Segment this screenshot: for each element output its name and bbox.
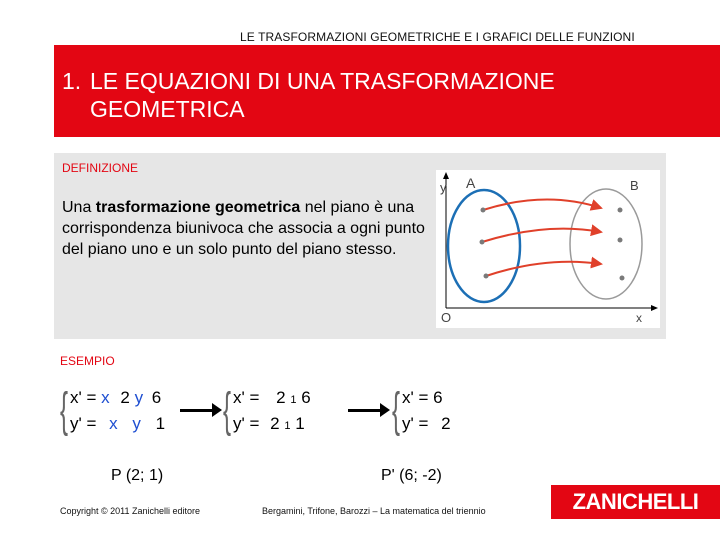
s2r2-a: 2 — [270, 414, 280, 433]
point-b3 — [620, 276, 625, 281]
system-2-row-1 — [233, 385, 311, 411]
s1r1-b: y — [134, 388, 144, 407]
s3r2-eq: = — [413, 414, 434, 433]
s1r1-a: x — [101, 388, 110, 407]
system-2-row-2 — [233, 411, 311, 437]
origin-label: O — [441, 310, 452, 325]
point-p-prime-label: P' (6; -2) — [381, 467, 442, 484]
point-a3 — [484, 274, 489, 279]
s2r1-op: 1 — [290, 394, 297, 406]
s2r2-op: 1 — [284, 420, 291, 432]
mapping-arrow-3 — [486, 262, 601, 276]
diagram-svg — [436, 170, 660, 328]
system-2 — [223, 384, 311, 437]
s2r2-eq: = — [244, 414, 265, 433]
system-2-brace: { — [223, 384, 232, 437]
arrow-1-icon — [180, 409, 214, 412]
footer-authors: Bergamini, Trifone, Barozzi – La matematica del triennio — [262, 506, 486, 516]
title-bar — [54, 45, 720, 137]
definition-term: trasformazione geometrica — [95, 199, 301, 216]
set-b-ellipse — [570, 189, 642, 299]
zanichelli-logo: ZANICHELLI — [551, 485, 720, 519]
footer-copyright: Copyright © 2011 Zanichelli editore — [60, 506, 201, 516]
s1r2-eq: = — [81, 414, 102, 433]
s2r1-b: 6 — [301, 388, 311, 407]
title-line-1: LE EQUAZIONI DI UNA TRASFORMAZIONE — [90, 68, 555, 94]
arrow-2-icon — [348, 409, 382, 412]
point-a2 — [480, 240, 485, 245]
s1r2-lhs: y' — [70, 414, 82, 433]
slide-header: LE TRASFORMAZIONI GEOMETRICHE E I GRAFICI DELLE FUNZIONI — [240, 30, 635, 44]
s3r1-val: 6 — [433, 388, 443, 407]
point-p-label: P (2; 1) — [111, 467, 164, 484]
s1r1-op2: 6 — [151, 388, 162, 407]
s2r1-a: 2 — [276, 388, 286, 407]
s2r2-b: 1 — [295, 414, 305, 433]
title-line-2: GEOMETRICA — [90, 96, 245, 122]
system-3-row-2 — [402, 411, 451, 437]
point-b2 — [618, 238, 623, 243]
s2r2-lhs: y' — [233, 414, 245, 433]
definition-text-before: Una — [62, 199, 96, 216]
point-b1 — [618, 208, 623, 213]
s3r2-val: 2 — [441, 414, 451, 433]
x-axis-arrow-icon — [651, 305, 658, 311]
s1r1-eq: = — [81, 388, 102, 407]
s1r1-op1: 2 — [120, 388, 130, 407]
system-3 — [392, 384, 451, 437]
definition-text-after: nel piano è una corrispondenza biunivoca che associa a ogni punto del piano uno e un solo punto del piano stesso. — [62, 199, 425, 258]
set-b-label: B — [630, 178, 639, 193]
mapping-arrow-2 — [482, 229, 601, 242]
s3r1-lhs: x' — [402, 388, 414, 407]
s1r2-a: x — [109, 414, 118, 433]
system-1-brace: { — [60, 384, 69, 437]
x-axis-label: x — [636, 311, 642, 325]
system-1-row-1 — [70, 385, 165, 411]
y-axis-label: y — [440, 180, 447, 195]
system-1 — [60, 384, 166, 437]
slide-title — [62, 67, 662, 123]
s1r1-lhs: x' — [70, 388, 82, 407]
s2r1-lhs: x' — [233, 388, 245, 407]
s1r2-b: y — [132, 414, 141, 433]
definition-text — [62, 197, 432, 260]
s3r1-eq: = — [413, 388, 434, 407]
title-number: 1. — [62, 68, 82, 94]
example-label: ESEMPIO — [60, 354, 115, 368]
s2r1-eq: = — [244, 388, 265, 407]
system-3-row-1 — [402, 385, 451, 411]
transformation-diagram — [436, 170, 660, 328]
y-axis-arrow-icon — [443, 172, 449, 179]
system-1-row-2 — [70, 411, 165, 437]
point-a1 — [481, 208, 486, 213]
s1r2-op2: 1 — [155, 414, 166, 433]
system-3-brace: { — [392, 384, 401, 437]
set-a-label: A — [466, 175, 476, 191]
set-a-ellipse — [448, 190, 520, 302]
s3r2-lhs: y' — [402, 414, 414, 433]
definition-label: DEFINIZIONE — [62, 161, 139, 175]
